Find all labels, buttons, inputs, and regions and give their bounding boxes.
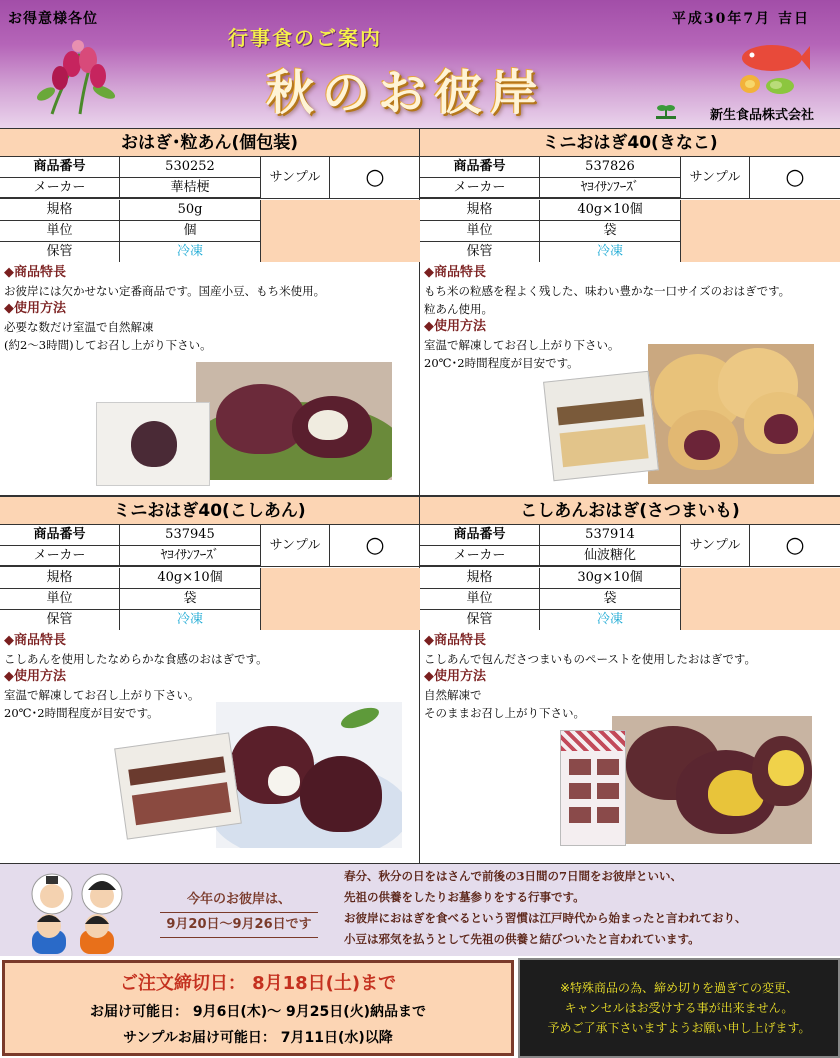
spec-row-size bbox=[0, 568, 260, 589]
notice-line: 予めご了承下さいますようお願い申し上げます。 bbox=[547, 1021, 811, 1035]
usage-line: 必要な数だけ室温で自然解凍 bbox=[4, 320, 154, 334]
product-maker: 仙波糖化 bbox=[583, 548, 636, 563]
features-heading: ◆商品特長 bbox=[424, 265, 486, 280]
spec-row-storage bbox=[0, 610, 260, 631]
spec-row-maker bbox=[420, 546, 680, 567]
spec-label-code: 商品番号 bbox=[420, 525, 540, 545]
product-description bbox=[424, 632, 836, 722]
spec-table bbox=[0, 525, 419, 630]
usage-line: そのままお召し上がり下さい。 bbox=[424, 706, 585, 720]
sample-delivery: サンプルお届け可能日： 7月11日(水)以降 bbox=[123, 1030, 393, 1046]
product-photo bbox=[612, 716, 812, 844]
product-code: 530252 bbox=[165, 159, 215, 174]
product-unit: 袋 bbox=[183, 591, 197, 606]
product-unit: 袋 bbox=[603, 591, 617, 606]
higan-dates bbox=[160, 888, 318, 938]
product-name: こしあんおはぎ(さつまいも) bbox=[420, 496, 840, 525]
higan-text-line: 先祖の供養をしたりお墓参りをする行事です。 bbox=[344, 890, 585, 904]
header-subtitle: 行事食のご案内 bbox=[228, 26, 382, 50]
spec-label-size: 規格 bbox=[420, 568, 540, 588]
higan-explanation bbox=[344, 866, 834, 950]
spec-label-size: 規格 bbox=[420, 200, 540, 220]
product-maker: ﾔﾖｲｻﾝﾌｰｽﾞ bbox=[580, 180, 640, 195]
spec-row-maker bbox=[420, 178, 680, 199]
spec-row-unit bbox=[420, 589, 680, 610]
company-logo-icon bbox=[656, 103, 676, 119]
product-storage: 冷凍 bbox=[596, 612, 623, 627]
features-heading: ◆商品特長 bbox=[4, 633, 66, 648]
usage-heading: ◆使用方法 bbox=[424, 669, 486, 684]
spec-label-storage: 保管 bbox=[420, 610, 540, 630]
sea-bream-icon bbox=[730, 38, 810, 98]
usage-line: 室温で解凍してお召し上がり下さい。 bbox=[424, 338, 620, 352]
features-heading: ◆商品特長 bbox=[424, 633, 486, 648]
spec-label-storage: 保管 bbox=[420, 242, 540, 262]
sample-mark: ○ bbox=[750, 157, 840, 199]
features-line: こしあんを使用したなめらかな食感のおはぎです。 bbox=[4, 652, 268, 666]
spec-row-size bbox=[420, 568, 680, 589]
issue-date: 平成30年7月 吉日 bbox=[671, 11, 810, 27]
spec-label-size: 規格 bbox=[0, 200, 120, 220]
spec-blank-cell bbox=[680, 200, 840, 262]
order-deadline-box bbox=[2, 960, 514, 1056]
spec-row-size bbox=[420, 200, 680, 221]
product-storage: 冷凍 bbox=[176, 612, 203, 627]
spec-table bbox=[0, 157, 419, 262]
spec-label-maker: メーカー bbox=[0, 546, 120, 566]
product-photo bbox=[196, 362, 392, 480]
product-size: 30g×10個 bbox=[577, 570, 643, 585]
cancellation-notice bbox=[518, 958, 840, 1058]
spec-row-code bbox=[0, 525, 260, 546]
recipient-text: お得意様各位 bbox=[8, 11, 98, 27]
product-code: 537945 bbox=[165, 527, 215, 542]
features-line: もち米の粒感を程よく残した、味わい豊かな一口サイズのおはぎです。 bbox=[424, 284, 791, 298]
spec-row-code bbox=[420, 157, 680, 178]
product-name: おはぎ･粒あん(個包装) bbox=[0, 128, 419, 157]
sample-label: サンプル bbox=[680, 525, 750, 567]
product-unit: 個 bbox=[183, 223, 197, 238]
spec-row-storage bbox=[420, 242, 680, 263]
product-storage: 冷凍 bbox=[176, 244, 203, 259]
usage-line: (約2～3時間)してお召し上がり下さい。 bbox=[4, 338, 212, 352]
sample-mark: ○ bbox=[750, 525, 840, 567]
spec-label-unit: 単位 bbox=[0, 589, 120, 609]
spec-label-unit: 単位 bbox=[420, 221, 540, 241]
product-maker: 華桔梗 bbox=[170, 180, 210, 195]
sample-mark: ○ bbox=[330, 157, 420, 199]
package-photo bbox=[560, 730, 626, 846]
higan-dates-line1: 今年のお彼岸は、 bbox=[160, 888, 318, 913]
spec-label-maker: メーカー bbox=[0, 178, 120, 198]
product-size: 50g bbox=[177, 202, 203, 217]
usage-heading: ◆使用方法 bbox=[4, 301, 66, 316]
higan-text-line: お彼岸におはぎを食べるという習慣は江戸時代から始まったと言われており、 bbox=[344, 911, 747, 925]
people-illustration-icon bbox=[24, 868, 144, 954]
spec-blank-cell bbox=[260, 200, 420, 262]
product-code: 537914 bbox=[585, 527, 635, 542]
higan-dates-line2: 9月20日～9月26日です bbox=[160, 913, 318, 938]
spec-row-code bbox=[0, 157, 260, 178]
product-name: ミニおはぎ40(きなこ) bbox=[420, 128, 840, 157]
spec-row-size bbox=[0, 200, 260, 221]
spec-label-code: 商品番号 bbox=[0, 525, 120, 545]
package-photo bbox=[543, 371, 659, 482]
spec-row-storage bbox=[0, 242, 260, 263]
spec-blank-cell bbox=[260, 568, 420, 630]
spec-row-unit bbox=[420, 221, 680, 242]
product-size: 40g×10個 bbox=[157, 570, 223, 585]
spec-table bbox=[420, 157, 840, 262]
usage-line: 20℃･2時間程度が目安です。 bbox=[4, 706, 159, 720]
features-line: お彼岸には欠かせない定番商品です。国産小豆、もち米使用。 bbox=[4, 284, 326, 298]
spec-label-storage: 保管 bbox=[0, 242, 120, 262]
usage-heading: ◆使用方法 bbox=[424, 319, 486, 334]
product-name: ミニおはぎ40(こしあん) bbox=[0, 496, 419, 525]
features-line: こしあんで包んださつまいものペーストを使用したおはぎです。 bbox=[424, 652, 757, 666]
higan-text-line: 小豆は邪気を払うとして先祖の供養と結びついたと言われています。 bbox=[344, 932, 700, 946]
features-line: 粒あん使用。 bbox=[424, 302, 493, 316]
lotus-flower-icon bbox=[32, 34, 122, 120]
spec-row-maker bbox=[0, 178, 260, 199]
product-size: 40g×10個 bbox=[577, 202, 643, 217]
sample-label: サンプル bbox=[260, 525, 330, 567]
product-photo bbox=[216, 702, 402, 848]
page-title: 秋のお彼岸 bbox=[266, 65, 547, 121]
spec-label-unit: 単位 bbox=[420, 589, 540, 609]
product-storage: 冷凍 bbox=[596, 244, 623, 259]
order-deadline: ご注文締切日： 8月18日(土)まで bbox=[119, 973, 397, 994]
usage-heading: ◆使用方法 bbox=[4, 669, 66, 684]
spec-row-code bbox=[420, 525, 680, 546]
notice-line: ※特殊商品の為、締め切りを過ぎての変更、 bbox=[559, 981, 799, 995]
spec-label-unit: 単位 bbox=[0, 221, 120, 241]
product-description bbox=[4, 264, 416, 354]
spec-label-maker: メーカー bbox=[420, 178, 540, 198]
spec-label-code: 商品番号 bbox=[0, 157, 120, 177]
product-maker: ﾔﾖｲｻﾝﾌｰｽﾞ bbox=[160, 548, 220, 563]
features-heading: ◆商品特長 bbox=[4, 265, 66, 280]
spec-row-unit bbox=[0, 221, 260, 242]
spec-row-storage bbox=[420, 610, 680, 631]
spec-table bbox=[420, 525, 840, 630]
spec-row-unit bbox=[0, 589, 260, 610]
product-photo bbox=[648, 344, 814, 484]
sample-label: サンプル bbox=[680, 157, 750, 199]
spec-label-code: 商品番号 bbox=[420, 157, 540, 177]
sample-label: サンプル bbox=[260, 157, 330, 199]
usage-line: 自然解凍で bbox=[424, 688, 482, 702]
sample-mark: ○ bbox=[330, 525, 420, 567]
product-unit: 袋 bbox=[603, 223, 617, 238]
notice-line: キャンセルはお受けする事が出来ません。 bbox=[564, 1001, 794, 1015]
usage-line: 室温で解凍してお召し上がり下さい。 bbox=[4, 688, 200, 702]
higan-text-line: 春分、秋分の日をはさんで前後の3日間の7日間をお彼岸といい、 bbox=[344, 869, 682, 883]
product-code: 537826 bbox=[585, 159, 635, 174]
spec-label-size: 規格 bbox=[0, 568, 120, 588]
package-photo bbox=[114, 732, 242, 839]
usage-line: 20℃･2時間程度が目安です。 bbox=[424, 356, 579, 370]
spec-label-maker: メーカー bbox=[420, 546, 540, 566]
package-photo bbox=[96, 402, 210, 486]
delivery-period: お届け可能日： 9月6日(木)～ 9月25日(火)納品まで bbox=[89, 1004, 427, 1020]
spec-blank-cell bbox=[680, 568, 840, 630]
header-banner bbox=[0, 0, 840, 128]
spec-row-maker bbox=[0, 546, 260, 567]
spec-label-storage: 保管 bbox=[0, 610, 120, 630]
company-name: 新生食品株式会社 bbox=[709, 108, 814, 123]
